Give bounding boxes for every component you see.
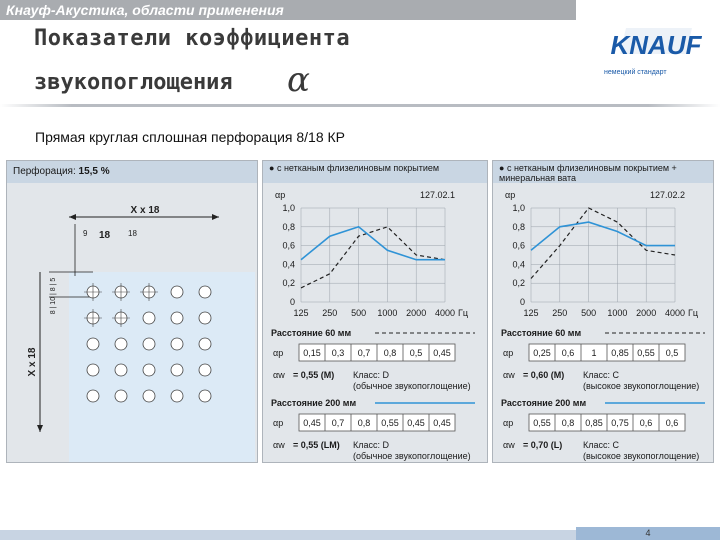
dim-top-label: X x 18 [130, 205, 160, 216]
dist200-value-cell: 0,6 [639, 418, 653, 428]
dist200-value-cell: 0,55 [381, 418, 399, 428]
dist200-class-text [353, 440, 471, 461]
arrow-right [212, 214, 219, 220]
x-tick-label: 1000 [607, 308, 628, 318]
y-tick-label: 1,0 [512, 203, 525, 213]
code-label: 127.02.2 [649, 190, 685, 200]
arrow-down [37, 425, 43, 432]
perforation-hole [199, 390, 211, 402]
perforation-hole [171, 364, 183, 376]
perforation-hole [87, 338, 99, 350]
dist200-class-text [583, 440, 699, 461]
dist60-class-text [583, 370, 699, 391]
dist200-value-cell: 0,55 [533, 418, 551, 428]
x-tick-label: 4000 [664, 308, 686, 318]
x-tick-label: 2000 [636, 308, 657, 318]
perforation-hole [115, 390, 127, 402]
subtitle: Прямая круглая сплошная перфорация 8/18 КР [35, 129, 346, 145]
graph-a-header: ● с нетканым флизелиновым покрытием [263, 161, 487, 183]
y-tick-label: 0,4 [282, 259, 295, 270]
x-tick-label: 125 [293, 308, 309, 318]
dist60-class-line2: (высокое звукопоглощение) [583, 381, 700, 391]
y-axis-label: αp [505, 190, 516, 200]
x-tick-label: 250 [552, 308, 568, 318]
dist200-aw-value: = 0,55 (LM) [293, 440, 340, 450]
knauf-logo [610, 26, 702, 62]
graph-b-header: ● с нетканым флизелиновым покрытием + минеральная вата [493, 161, 713, 183]
dist60-class-line2: (обычное звукопоглощение) [353, 381, 471, 391]
dist60-aw-value: = 0,55 (M) [293, 370, 335, 380]
perforation-hole [199, 338, 211, 350]
y-tick-label: 0,2 [512, 278, 525, 289]
dist200-ap-symbol: αp [273, 418, 284, 428]
perforation-hole [87, 364, 99, 376]
perforation-hole [143, 338, 155, 350]
dist200-class-line1: Класс: D [353, 440, 389, 450]
dim-left-label: X x 18 [27, 347, 38, 377]
dist200-class-line2: (обычное звукопоглощение) [353, 451, 471, 461]
dist60-value-cell: 0,5 [665, 348, 679, 358]
dist60-value-cell: 0,45 [433, 348, 451, 358]
x-tick-label: 4000 [434, 308, 456, 318]
y-axis-label: αp [275, 190, 286, 200]
dist60-value-cell: 0,3 [331, 348, 345, 358]
y-tick-label: 0 [519, 297, 525, 307]
series-60mm-line [531, 208, 675, 279]
series-60mm-line [301, 227, 445, 288]
dist60-value-cell: 0,5 [409, 348, 423, 358]
x-tick-label: 500 [351, 308, 367, 318]
dist60-aw-value: = 0,60 (M) [523, 370, 565, 380]
dist200-value-cell: 0,85 [585, 418, 603, 428]
page-number: 4 [576, 527, 720, 540]
dim-9-label: 9 [83, 229, 88, 238]
perforation-value: 15,5 % [78, 166, 110, 177]
dist60-aw-symbol: αw [503, 370, 515, 380]
dist60-value-cell: 0,85 [611, 348, 629, 358]
perforation-panel [6, 160, 258, 463]
dist60-value-cell: 0,6 [561, 348, 575, 358]
alpha-symbol: α [287, 60, 310, 100]
y-tick-label: 0,2 [282, 278, 295, 289]
perforation-diagram [7, 184, 257, 462]
series-200mm-line [531, 222, 675, 250]
perforation-hole [143, 364, 155, 376]
x-tick-label: 125 [523, 308, 539, 318]
y-tick-label: 0 [289, 297, 295, 307]
dist200-aw-value: = 0,70 (L) [523, 440, 563, 450]
dist200-value-cell: 0,8 [561, 418, 575, 428]
perforation-header [7, 161, 257, 183]
perforation-hole [199, 286, 211, 298]
y-tick-label: 0,6 [282, 240, 295, 251]
dist200-aw-symbol: αw [503, 440, 515, 450]
y-tick-label: 0,4 [512, 259, 525, 270]
dist200-value-cell: 0,75 [611, 418, 629, 428]
perforation-hole [115, 338, 127, 350]
dist200-value-cell: 0,45 [303, 418, 321, 428]
dist200-value-cell: 0,45 [407, 418, 425, 428]
dist60-class-line1: Класс: D [353, 370, 389, 380]
graph-b-svg [493, 184, 713, 462]
graph-panel-b [492, 160, 714, 463]
dist200-label: Расстояние 200 мм [501, 398, 587, 408]
dist60-ap-symbol: αp [503, 348, 514, 358]
perforation-hole [171, 286, 183, 298]
perforation-label: Перфорация: [13, 166, 76, 177]
x-unit-label: Гц [687, 308, 699, 318]
dist200-label: Расстояние 200 мм [271, 398, 357, 408]
dist60-value-cell: 0,55 [637, 348, 655, 358]
dist200-value-cell: 0,45 [433, 418, 451, 428]
perforation-hole [171, 312, 183, 324]
perforation-hole [199, 312, 211, 324]
dist200-class-line1: Класс: С [583, 440, 619, 450]
perforation-hole [199, 364, 211, 376]
dist60-class-line1: Класс: С [583, 370, 619, 380]
dist60-class-text [353, 370, 471, 391]
perforation-hole [171, 390, 183, 402]
dist200-class-line2: (высокое звукопоглощение) [583, 451, 700, 461]
logo-tagline: немецкий стандарт [604, 69, 667, 76]
logo-text: KNAUF [610, 30, 702, 60]
dim-left-small-label: 8 | 10 | 8 | 5 [50, 277, 57, 315]
dist200-value-cell: 0,8 [357, 418, 371, 428]
dist200-value-cell: 0,6 [665, 418, 679, 428]
arrow-left [69, 214, 76, 220]
y-tick-label: 0,6 [512, 240, 525, 251]
perforation-hole [87, 390, 99, 402]
header-separator [0, 104, 720, 107]
graph-a-svg [263, 184, 487, 462]
perforation-hole [171, 338, 183, 350]
dist60-ap-symbol: αp [273, 348, 284, 358]
perforation-hole [143, 312, 155, 324]
dist60-aw-symbol: αw [273, 370, 285, 380]
dist200-value-cell: 0,7 [331, 418, 345, 428]
dist60-value-cell: 0,8 [383, 348, 397, 358]
dist60-value-cell: 0,15 [303, 348, 321, 358]
x-unit-label: Гц [457, 308, 469, 318]
y-tick-label: 0,8 [282, 221, 295, 232]
perforation-hole [115, 364, 127, 376]
dist60-value-cell: 1 [591, 348, 597, 358]
page-title-line2: звукопоглощения [34, 70, 233, 95]
top-bar: Кнауф-Акустика, области применения [0, 0, 576, 20]
x-tick-label: 1000 [377, 308, 398, 318]
y-tick-label: 1,0 [282, 203, 295, 213]
dim-18-label: 18 [99, 230, 111, 241]
graph-b-heading: с нетканым флизелиновым покрытием + минеральная вата [499, 163, 677, 183]
page-title-line1: Показатели коэффициента [34, 26, 351, 51]
y-tick-label: 0,8 [512, 221, 525, 232]
dist60-value-cell: 0,25 [533, 348, 551, 358]
code-label: 127.02.1 [419, 190, 455, 200]
x-tick-label: 2000 [406, 308, 427, 318]
x-tick-label: 500 [581, 308, 597, 318]
dist200-ap-symbol: αp [503, 418, 514, 428]
graph-a-heading: с нетканым флизелиновым покрытием [276, 163, 440, 173]
perforation-hole [143, 390, 155, 402]
dist60-label: Расстояние 60 мм [271, 328, 352, 338]
dist60-value-cell: 0,7 [357, 348, 371, 358]
dist200-aw-symbol: αw [273, 440, 285, 450]
dim-18b-label: 18 [128, 229, 137, 238]
graph-panel-a [262, 160, 488, 463]
dist60-label: Расстояние 60 мм [501, 328, 582, 338]
x-tick-label: 250 [322, 308, 338, 318]
